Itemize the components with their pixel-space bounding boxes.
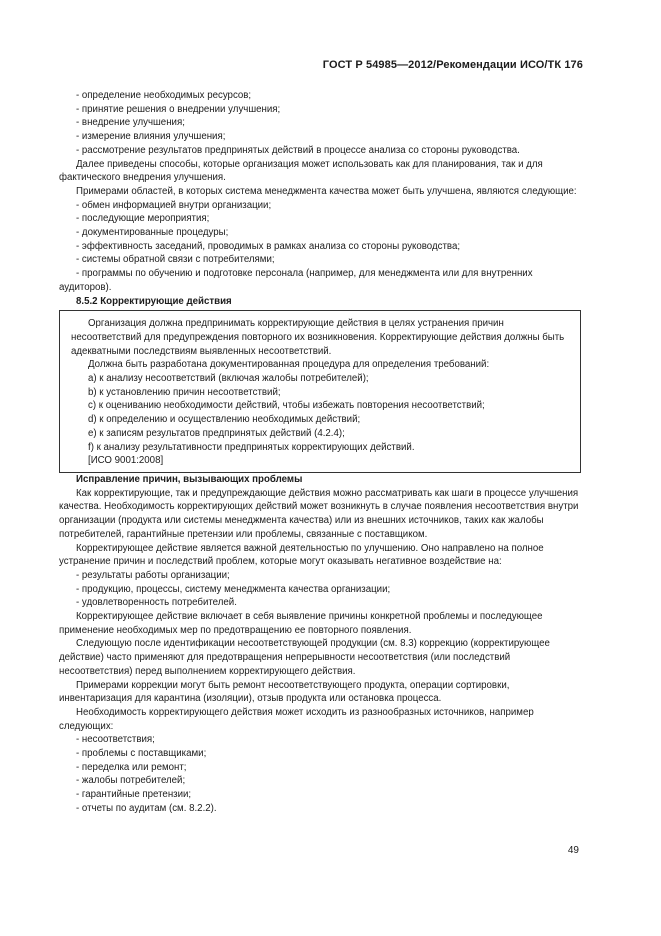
list-item: - эффективность заседаний, проводимых в рамках анализа со стороны руководства; bbox=[76, 240, 461, 252]
paragraph-next: Следующую после идентификации несоответствующей продукции (см. 8.3) коррекцию (корректирующее действие) часто применяют для предотвращения непрерывности несоответствия (или последствий несоответствия) перед выполнением корректирующего действия. bbox=[59, 638, 550, 677]
box-paragraph: Организация должна предпринимать корректирующие действия в целях устранения причин несоответствий для предупреждения повторного их возникновения. Корректирующие действия должны быть адекватными последствиям выявленных несоответствий. bbox=[71, 318, 565, 357]
box-list-item: e) к записям результатов предпринятых действий (4.2.4); bbox=[88, 427, 345, 439]
paragraph-methods: Далее приведены способы, которые организация может использовать как для планирования, так и для фактического внедрения улучшения. bbox=[59, 158, 543, 184]
list-item: - гарантийные претензии; bbox=[76, 789, 192, 801]
paragraph-examples: Примерами коррекции могут быть ремонт несоответствующего продукта, операции сортировки, инвентаризация для карантина (изоляции), отзыв продукта или остановка процесса. bbox=[59, 679, 510, 705]
list-item: - жалобы потребителей; bbox=[76, 775, 186, 787]
list-item: - измерение влияния улучшения; bbox=[76, 131, 226, 143]
box-list-item: a) к анализу несоответствий (включая жалобы потребителей); bbox=[88, 373, 369, 385]
subheading: Исправление причин, вызывающих проблемы bbox=[76, 473, 303, 485]
section-heading: 8.5.2 Корректирующие действия bbox=[76, 295, 232, 307]
document-body bbox=[59, 89, 581, 816]
box-reference: [ИСО 9001:2008] bbox=[88, 455, 164, 467]
list-item: - результаты работы организации; bbox=[76, 569, 230, 581]
list-item: - удовлетворенность потребителей. bbox=[76, 597, 237, 609]
list-item: - обмен информацией внутри организации; bbox=[76, 199, 272, 211]
list-item: - системы обратной связи с потребителями; bbox=[76, 254, 275, 266]
box-list-item: b) к установлению причин несоответствий; bbox=[88, 386, 281, 398]
list-item: - продукцию, процессы, систему менеджмента качества организации; bbox=[76, 583, 391, 595]
list-item: - отчеты по аудитам (см. 8.2.2). bbox=[76, 802, 217, 814]
standard-quote-box bbox=[59, 310, 581, 473]
paragraph-includes: Корректирующее действие включает в себя выявление причины конкретной проблемы и последующее применение необходимых мер по предотвращению ее повторного появления. bbox=[59, 611, 543, 636]
list-item: - принятие решения о внедрении улучшения; bbox=[76, 103, 281, 115]
list-item: - документированные процедуры; bbox=[76, 227, 229, 239]
list-item: - внедрение улучшения; bbox=[76, 117, 185, 129]
page-number: 49 bbox=[567, 845, 579, 856]
paragraph-sources: Необходимость корректирующего действия может исходить из разнообразных источников, например следующих: bbox=[59, 706, 534, 732]
list-item: - переделка или ремонт; bbox=[76, 761, 187, 773]
box-list-item: f) к анализу результативности предпринятых корректирующих действий. bbox=[88, 441, 415, 453]
paragraph-ca: Как корректирующие, так и предупреждающие действия можно рассматривать как шаги в процессе улучшения качества. Необходимость корректирующих действий может возникнуть в случае появления несоответствия внутри организации (продукта или системы менеджмента качества) или из внешних источников, таких как жалобы потребителей, гарантийные претензии или проблемы, связанные с поставщиком. bbox=[59, 487, 579, 540]
list-item: - несоответствия; bbox=[76, 734, 155, 746]
box-list-item: d) к определению и осуществлению необходимых действий; bbox=[88, 414, 361, 426]
paragraph-areas: Примерами областей, в которых система менеджмента качества может быть улучшена, являются следующие: bbox=[76, 185, 577, 197]
box-list-item: c) к оцениванию необходимости действий, чтобы избежать повторения несоответствий; bbox=[88, 400, 485, 412]
list-item: - проблемы с поставщиками; bbox=[76, 748, 207, 760]
box-paragraph: Должна быть разработана документированная процедура для определения требований: bbox=[88, 359, 490, 371]
paragraph-important: Корректирующее действие является важной деятельностью по улучшению. Оно направлено на полное устранение причин и последствий проблем, которые могут оказывать негативное воздействие на: bbox=[59, 542, 544, 568]
list-item: - последующие мероприятия; bbox=[76, 213, 210, 225]
list-item: - рассмотрение результатов предпринятых действий в процессе анализа со стороны руководства. bbox=[76, 144, 520, 156]
document-header: ГОСТ Р 54985—2012/Рекомендации ИСО/ТК 176 bbox=[322, 59, 583, 71]
list-item: - программы по обучению и подготовке персонала (например, для менеджмента или для внутренних аудиторов). bbox=[59, 268, 533, 293]
list-item: - определение необходимых ресурсов; bbox=[76, 90, 252, 101]
